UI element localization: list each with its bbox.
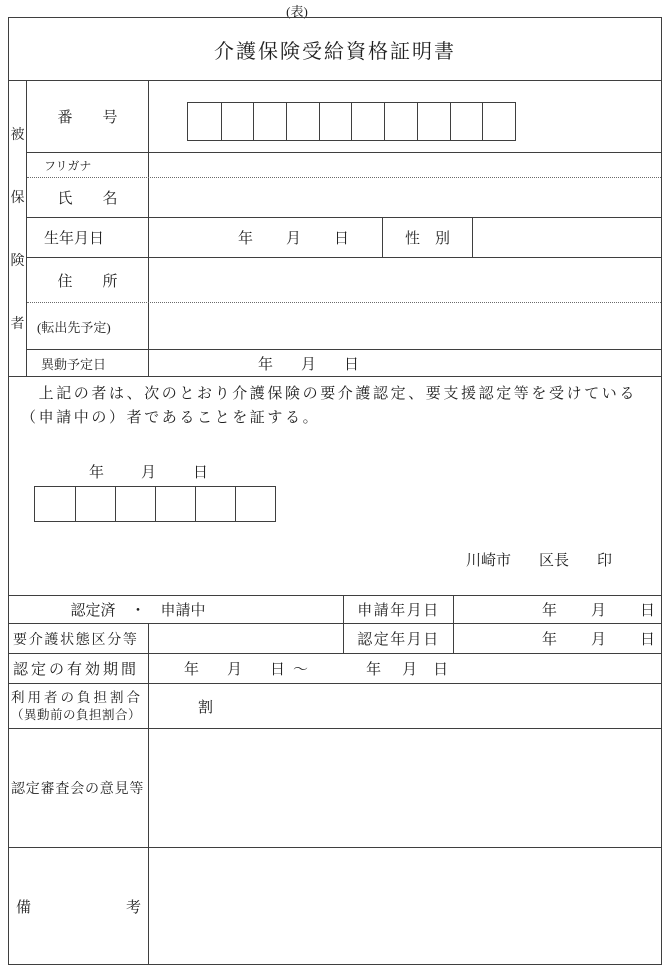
application-date-field	[454, 596, 661, 623]
fill-box	[221, 103, 254, 140]
insured-number-boxes	[187, 102, 516, 141]
furigana-field	[149, 153, 661, 177]
unit-month: 月	[286, 231, 302, 247]
fill-box	[351, 103, 384, 140]
fill-box	[188, 103, 221, 140]
certification-text	[21, 382, 651, 430]
number-label: 番 号	[27, 81, 149, 152]
issue-date-boxes	[34, 486, 276, 522]
unit-day: 日	[344, 356, 360, 373]
status-row-6	[9, 848, 661, 964]
valid-period-label: 認定の有効期間	[9, 654, 149, 683]
moveout-field	[149, 303, 661, 349]
unit-month: 月	[227, 662, 243, 678]
issuer-city: 川崎市	[466, 553, 512, 569]
fill-box	[235, 487, 275, 521]
unit-month: 月	[590, 632, 606, 648]
unit-year: 年	[366, 662, 382, 678]
unit-year: 年	[258, 356, 274, 373]
fill-box	[195, 487, 235, 521]
unit-year: 年	[541, 603, 557, 619]
fill-box	[319, 103, 352, 140]
furigana-label: フリガナ	[27, 153, 149, 177]
move-date-label: 異動予定日	[27, 350, 149, 376]
fill-box	[35, 487, 75, 521]
fill-box	[155, 487, 195, 521]
status-row-1	[9, 596, 661, 624]
committee-opinion-label: 認定審査会の意見等	[9, 729, 149, 847]
unit-year: 年	[238, 231, 254, 247]
unit-day: 日	[270, 662, 286, 678]
unit-day: 日	[639, 632, 655, 648]
certification-date-label: 認定年月日	[344, 624, 454, 653]
certification-text-line2: （申請中の）者であることを証する。	[21, 410, 321, 426]
birthdate-label: 生年月日	[27, 218, 149, 257]
number-field	[149, 81, 661, 152]
row-furigana	[27, 153, 661, 178]
unit-year: 年	[89, 465, 105, 481]
fill-box	[286, 103, 319, 140]
issuer-ward-title: 区長	[539, 553, 570, 569]
issuer-seal: 印	[597, 553, 613, 569]
row-move-date	[27, 350, 661, 376]
remarks-label: 備 考	[9, 848, 149, 964]
certification-date-field	[454, 624, 661, 653]
move-date-field	[149, 353, 359, 374]
fill-box	[450, 103, 483, 140]
row-number	[27, 81, 661, 153]
form-title: 介護保険受給資格証明書	[214, 40, 456, 63]
certification-text-line1: 上記の者は、次のとおり介護保険の要介護認定、要支援認定等を受けている	[21, 386, 638, 402]
unit-month: 月	[301, 356, 317, 373]
burden-ratio-field	[149, 684, 661, 728]
row-birthdate	[27, 218, 661, 258]
issuer-line	[466, 549, 612, 570]
row-moveout	[27, 303, 661, 350]
insured-vertical-label: 被 保 険 者	[9, 81, 27, 376]
fill-box	[75, 487, 115, 521]
unit-month: 月	[590, 603, 606, 619]
status-row-2	[9, 624, 661, 654]
unit-day: 日	[193, 465, 209, 481]
committee-opinion-field	[149, 729, 661, 847]
moveout-label: (転出先予定)	[27, 303, 149, 349]
status-row-5	[9, 729, 661, 848]
status-table	[8, 595, 662, 965]
address-label: 住 所	[27, 258, 149, 302]
unit-day: 日	[334, 231, 350, 247]
unit-day: 日	[433, 662, 449, 678]
form-title-box	[8, 17, 662, 80]
fill-box	[417, 103, 450, 140]
application-date-label: 申請年月日	[344, 596, 454, 623]
burden-unit: 割	[198, 699, 214, 716]
unit-year: 年	[184, 662, 200, 678]
address-field	[149, 258, 661, 302]
status-options: 認定済 ・ 申請中	[9, 596, 344, 623]
unit-month: 月	[141, 465, 157, 481]
row-name	[27, 178, 661, 218]
gender-label: 性 別	[383, 218, 473, 257]
status-row-3	[9, 654, 661, 684]
name-label: 氏 名	[27, 178, 149, 217]
valid-period-field	[149, 654, 661, 683]
care-level-field	[149, 624, 344, 653]
fill-box	[384, 103, 417, 140]
unit-year: 年	[541, 632, 557, 648]
insured-rows	[27, 81, 661, 376]
insured-table	[8, 80, 662, 377]
status-row-4	[9, 684, 661, 729]
unit-month: 月	[402, 662, 418, 678]
remarks-field	[149, 848, 661, 964]
name-field	[149, 178, 661, 217]
care-level-label: 要介護状態区分等	[9, 624, 149, 653]
tilde-separator: ～	[293, 662, 309, 678]
fill-box	[482, 103, 515, 140]
certification-section	[8, 377, 662, 595]
burden-ratio-label: 利用者の負担割合 （異動前の負担割合）	[9, 684, 149, 728]
unit-day: 日	[639, 603, 655, 619]
fill-box	[115, 487, 155, 521]
issue-date-labels	[89, 461, 208, 482]
row-address	[27, 258, 661, 303]
birthdate-field	[149, 218, 383, 257]
page-side-label: (表)	[286, 4, 308, 19]
fill-box	[253, 103, 286, 140]
